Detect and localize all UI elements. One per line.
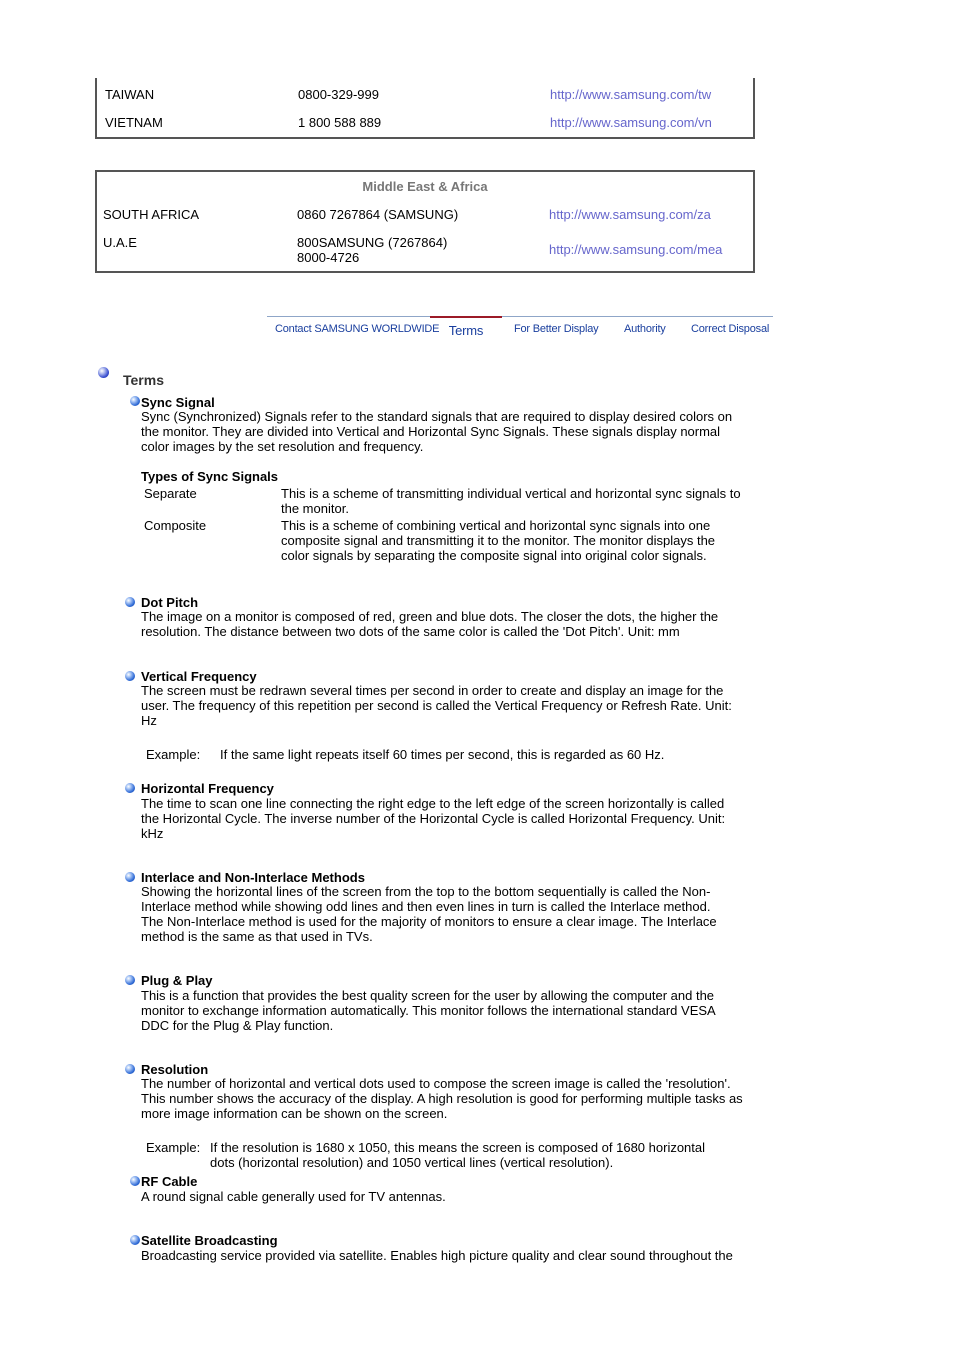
term-heading: Interlace and Non-Interlace Methods [141,870,365,885]
term-body: This is a function that provides the best quality screen for the user by allowing the computer and the monitor to exchange information automatically. This monitor follows the international standard VESA DDC for the Plug & Play function. [141,988,715,1033]
example-text: If the same light repeats itself 60 times per second, this is regarded as 60 Hz. [220,747,665,762]
bullet-icon [125,975,135,985]
country-cell: TAIWAN [105,87,155,102]
bullet-icon [125,671,135,681]
term-body: The image on a monitor is composed of red, green and blue dots. The closer the dots, the higher the resolution. The distance between two dots of the same color is called the 'Dot Pitch'. Unit: mm [141,609,719,639]
tab-contact-worldwide[interactable]: Contact SAMSUNG WORLDWIDE [275,323,440,335]
country-cell: SOUTH AFRICA [103,207,200,222]
sync-type-name: Composite [144,518,207,533]
term-heading: Sync Signal [141,395,215,410]
tab-correct-disposal[interactable]: Correct Disposal [691,323,770,335]
term-body: The number of horizontal and vertical dots used to compose the screen image is called the 'resolution'. This number shows the accuracy of the display. A high resolution is good for performing multiple tasks as more image information can be shown on the screen. [141,1076,743,1121]
mea-contact-table [95,170,755,273]
term-heading: Horizontal Frequency [141,781,274,796]
bullet-icon [125,597,135,607]
bullet-icon [125,783,135,793]
bullet-icon [125,1064,135,1074]
country-cell: U.A.E [103,235,137,250]
term-heading: Satellite Broadcasting [141,1233,278,1248]
website-link[interactable]: http://www.samsung.com/vn [550,115,712,130]
term-body: The screen must be redrawn several times per second in order to create and display an image for the user. The frequency of this repetition per second is called the Vertical Frequency or Refresh Rate. Unit: Hz [141,683,732,728]
term-heading: Resolution [141,1062,209,1077]
phone-cell: 0860 7267864 (SAMSUNG) [297,207,459,222]
phone-cell: 0800-329-999 [298,87,379,102]
bullet-icon [130,1176,140,1186]
term-body: Sync (Synchronized) Signals refer to the standard signals that are required to display desired colors on the monitor. They are divided into Vertical and Horizontal Sync Signals. These signals display normal color images by the set resolution and frequency. [141,409,733,454]
term-body: The time to scan one line connecting the right edge to the left edge of the screen horizontally is called the Horizontal Cycle. The inverse number of the Horizontal Cycle is called Horizontal Frequency. Unit: kHz [141,796,726,841]
region-title: Middle East & Africa [362,179,488,194]
example-label: Example: [146,1140,201,1155]
asia-contact-table [95,78,755,139]
website-link[interactable]: http://www.samsung.com/za [549,207,711,222]
sub-heading: Types of Sync Signals [141,469,279,484]
sync-type-desc: This is a scheme of transmitting individual vertical and horizontal sync signals to the monitor. [281,486,741,516]
page-title: Terms [123,372,164,388]
section-nav [267,316,773,345]
term-body: A round signal cable generally used for TV antennas. [141,1189,446,1204]
example-text: If the resolution is 1680 x 1050, this means the screen is composed of 1680 horizontal dots (horizontal resolution) and 1050 vertical lines (vertical resolution). [210,1140,706,1170]
section-bullet-icon [98,367,109,378]
tab-better-display[interactable]: For Better Display [514,323,599,335]
sync-type-name: Separate [144,486,197,501]
phone-cell: 1 800 588 889 [298,115,382,130]
term-body: Showing the horizontal lines of the screen from the top to the bottom sequentially is called the Non-Interlace method while showing odd lines and then even lines in turn is called the Interlace method. The Non-Interlace method is used for the majority of monitors to ensure a clear image. The Interlace method is the same as that used in TVs. [141,884,717,944]
term-body: Broadcasting service provided via satellite. Enables high picture quality and clear sound throughout the [141,1248,733,1263]
term-heading: RF Cable [141,1174,198,1189]
bullet-icon [130,396,140,406]
example-label: Example: [146,747,201,762]
country-cell: VIETNAM [105,115,163,130]
website-link[interactable]: http://www.samsung.com/tw [550,87,712,102]
term-heading: Vertical Frequency [141,669,257,684]
phone-cell-line2: 8000-4726 [297,250,360,265]
tab-terms[interactable]: Terms [430,316,502,344]
term-heading: Plug & Play [141,973,213,988]
sync-type-desc: This is a scheme of combining vertical and horizontal sync signals into one composite signal and transmitting it to the monitor. The monitor displays the color signals by separating the composite signal into original color signals. [281,518,716,563]
bullet-icon [125,872,135,882]
website-link[interactable]: http://www.samsung.com/mea [549,242,723,257]
term-heading: Dot Pitch [141,595,199,610]
bullet-icon [130,1235,140,1245]
phone-cell: 800SAMSUNG (7267864) [297,235,448,250]
tab-authority[interactable]: Authority [624,323,666,335]
